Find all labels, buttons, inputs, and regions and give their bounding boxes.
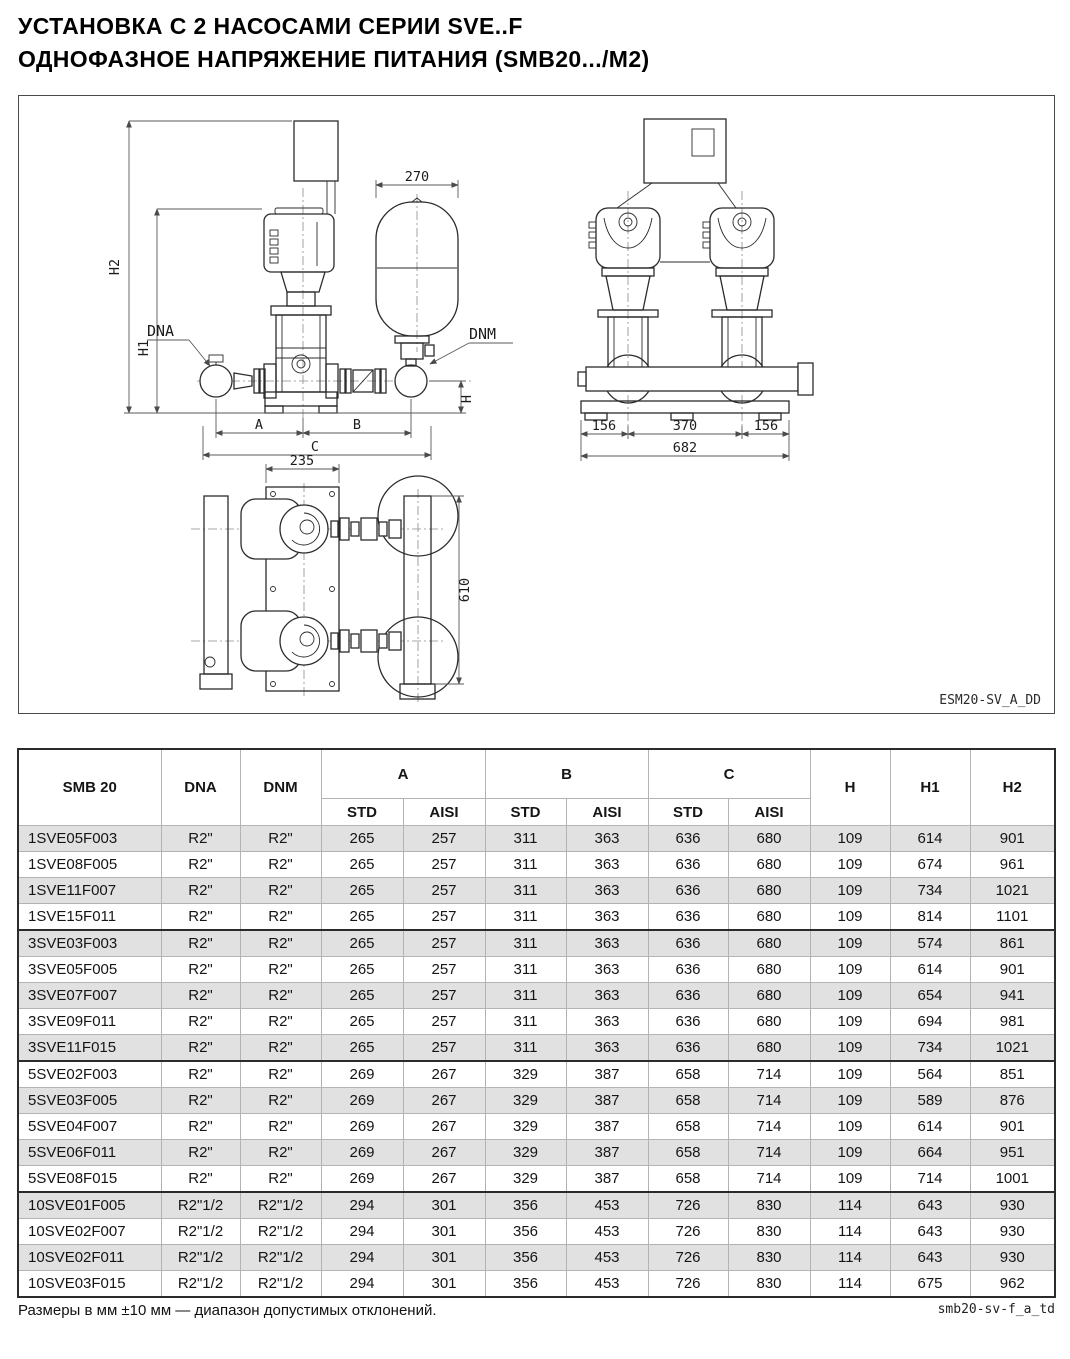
table-row: [18, 1009, 1055, 1035]
value-cell: 734: [890, 1035, 970, 1062]
value-cell: 294: [321, 1271, 403, 1298]
value-cell: R2": [161, 1140, 240, 1166]
model-cell: 5SVE08F015: [18, 1166, 161, 1193]
value-cell: 329: [485, 1061, 566, 1088]
model-cell: 1SVE05F003: [18, 826, 161, 852]
value-cell: 265: [321, 826, 403, 852]
value-cell: 114: [810, 1245, 890, 1271]
top-view: [191, 453, 473, 703]
front-view: [577, 119, 813, 461]
technical-drawing: [18, 95, 1055, 714]
value-cell: R2": [240, 1114, 321, 1140]
value-cell: 311: [485, 1035, 566, 1062]
dimensions-note: Размеры в мм ±10 мм — диапазон допустимых отклонений.: [18, 1302, 437, 1319]
value-cell: 257: [403, 983, 485, 1009]
value-cell: 636: [648, 930, 728, 957]
value-cell: 901: [970, 1114, 1055, 1140]
value-cell: 643: [890, 1245, 970, 1271]
value-cell: 356: [485, 1271, 566, 1298]
value-cell: 589: [890, 1088, 970, 1114]
value-cell: 714: [728, 1088, 810, 1114]
value-cell: 109: [810, 930, 890, 957]
value-cell: 951: [970, 1140, 1055, 1166]
value-cell: 269: [321, 1061, 403, 1088]
value-cell: 109: [810, 1166, 890, 1193]
value-cell: 1101: [970, 904, 1055, 931]
value-cell: 387: [566, 1166, 648, 1193]
value-cell: 981: [970, 1009, 1055, 1035]
model-cell: 5SVE02F003: [18, 1061, 161, 1088]
side-view: [107, 121, 513, 460]
model-cell: 1SVE15F011: [18, 904, 161, 931]
value-cell: R2": [240, 852, 321, 878]
value-cell: 257: [403, 904, 485, 931]
subcol-header-a-std: STD: [321, 799, 403, 826]
model-cell: 5SVE04F007: [18, 1114, 161, 1140]
value-cell: 363: [566, 852, 648, 878]
value-cell: 941: [970, 983, 1055, 1009]
value-cell: 658: [648, 1114, 728, 1140]
value-cell: 861: [970, 930, 1055, 957]
dim-label-a: A: [254, 417, 264, 433]
value-cell: 265: [321, 878, 403, 904]
value-cell: R2": [161, 1114, 240, 1140]
table-row: [18, 826, 1055, 852]
value-cell: 930: [970, 1219, 1055, 1245]
value-cell: R2"1/2: [240, 1219, 321, 1245]
value-cell: 329: [485, 1140, 566, 1166]
table-row: [18, 1114, 1055, 1140]
value-cell: 269: [321, 1140, 403, 1166]
value-cell: R2": [161, 1166, 240, 1193]
model-cell: 5SVE06F011: [18, 1140, 161, 1166]
subcol-header-c-std: STD: [648, 799, 728, 826]
dim-label-370: 370: [672, 418, 698, 434]
value-cell: 636: [648, 904, 728, 931]
value-cell: R2": [161, 1061, 240, 1088]
value-cell: 643: [890, 1219, 970, 1245]
value-cell: 564: [890, 1061, 970, 1088]
value-cell: 680: [728, 983, 810, 1009]
value-cell: R2"1/2: [240, 1192, 321, 1219]
value-cell: 453: [566, 1219, 648, 1245]
value-cell: 267: [403, 1061, 485, 1088]
dna-label: DNA: [147, 322, 175, 340]
value-cell: 680: [728, 904, 810, 931]
col-header-a: A: [321, 749, 485, 799]
value-cell: 257: [403, 957, 485, 983]
col-header-dnm: DNM: [240, 749, 321, 826]
value-cell: 269: [321, 1088, 403, 1114]
value-cell: 311: [485, 852, 566, 878]
value-cell: R2": [161, 983, 240, 1009]
table-row: [18, 1035, 1055, 1062]
col-header-dna: DNA: [161, 749, 240, 826]
value-cell: 830: [728, 1192, 810, 1219]
drawing-svg: [19, 96, 1054, 713]
value-cell: 267: [403, 1114, 485, 1140]
value-cell: 658: [648, 1088, 728, 1114]
subcol-header-b-aisi: AISI: [566, 799, 648, 826]
value-cell: 257: [403, 826, 485, 852]
value-cell: 311: [485, 878, 566, 904]
value-cell: 901: [970, 957, 1055, 983]
value-cell: 664: [890, 1140, 970, 1166]
value-cell: 726: [648, 1219, 728, 1245]
table-row: [18, 1271, 1055, 1298]
value-cell: 257: [403, 930, 485, 957]
value-cell: 294: [321, 1219, 403, 1245]
value-cell: 614: [890, 826, 970, 852]
value-cell: R2"1/2: [240, 1245, 321, 1271]
page-title: [18, 10, 650, 76]
value-cell: 901: [970, 826, 1055, 852]
value-cell: 714: [890, 1166, 970, 1193]
value-cell: 930: [970, 1245, 1055, 1271]
value-cell: 265: [321, 1035, 403, 1062]
value-cell: R2": [240, 904, 321, 931]
model-cell: 5SVE03F005: [18, 1088, 161, 1114]
value-cell: 109: [810, 1061, 890, 1088]
value-cell: 363: [566, 983, 648, 1009]
value-cell: 109: [810, 852, 890, 878]
model-cell: 10SVE03F015: [18, 1271, 161, 1298]
value-cell: 311: [485, 983, 566, 1009]
value-cell: 714: [728, 1166, 810, 1193]
dim-label-h: H: [459, 394, 475, 404]
value-cell: 363: [566, 1035, 648, 1062]
subcol-header-c-aisi: AISI: [728, 799, 810, 826]
table-row: [18, 957, 1055, 983]
value-cell: 356: [485, 1219, 566, 1245]
value-cell: 387: [566, 1061, 648, 1088]
value-cell: 301: [403, 1192, 485, 1219]
model-cell: 10SVE01F005: [18, 1192, 161, 1219]
value-cell: 830: [728, 1271, 810, 1298]
value-cell: 961: [970, 852, 1055, 878]
value-cell: 658: [648, 1061, 728, 1088]
table-body: [18, 826, 1055, 1298]
value-cell: 265: [321, 957, 403, 983]
value-cell: 109: [810, 1140, 890, 1166]
value-cell: 265: [321, 904, 403, 931]
table-row: [18, 1192, 1055, 1219]
value-cell: 109: [810, 1035, 890, 1062]
value-cell: 109: [810, 1114, 890, 1140]
value-cell: 680: [728, 1035, 810, 1062]
value-cell: 356: [485, 1245, 566, 1271]
dim-label-c: C: [310, 439, 320, 455]
col-header-b: B: [485, 749, 648, 799]
value-cell: 453: [566, 1192, 648, 1219]
value-cell: R2": [240, 1009, 321, 1035]
value-cell: 675: [890, 1271, 970, 1298]
value-cell: 851: [970, 1061, 1055, 1088]
dim-label-156-left: 156: [591, 418, 617, 434]
value-cell: 363: [566, 904, 648, 931]
table-row: [18, 1245, 1055, 1271]
value-cell: 265: [321, 930, 403, 957]
value-cell: R2": [240, 878, 321, 904]
value-cell: 387: [566, 1088, 648, 1114]
value-cell: 363: [566, 930, 648, 957]
value-cell: 311: [485, 930, 566, 957]
col-header-c: C: [648, 749, 810, 799]
value-cell: 311: [485, 826, 566, 852]
value-cell: R2": [161, 1088, 240, 1114]
value-cell: 114: [810, 1219, 890, 1245]
value-cell: 643: [890, 1192, 970, 1219]
value-cell: 574: [890, 930, 970, 957]
value-cell: 311: [485, 957, 566, 983]
value-cell: 714: [728, 1114, 810, 1140]
value-cell: 257: [403, 878, 485, 904]
value-cell: 301: [403, 1219, 485, 1245]
value-cell: 265: [321, 852, 403, 878]
value-cell: R2": [161, 904, 240, 931]
value-cell: 294: [321, 1192, 403, 1219]
col-header-h: H: [810, 749, 890, 826]
value-cell: 453: [566, 1271, 648, 1298]
value-cell: R2": [240, 983, 321, 1009]
value-cell: 363: [566, 878, 648, 904]
value-cell: 311: [485, 1009, 566, 1035]
value-cell: 614: [890, 1114, 970, 1140]
value-cell: 930: [970, 1192, 1055, 1219]
value-cell: 726: [648, 1192, 728, 1219]
value-cell: R2": [240, 930, 321, 957]
value-cell: 636: [648, 852, 728, 878]
value-cell: 109: [810, 826, 890, 852]
value-cell: 363: [566, 1009, 648, 1035]
table-row: [18, 878, 1055, 904]
value-cell: 267: [403, 1166, 485, 1193]
dimension-table: [17, 748, 1056, 1298]
value-cell: 363: [566, 957, 648, 983]
value-cell: 1001: [970, 1166, 1055, 1193]
dnm-label: DNM: [469, 325, 497, 343]
value-cell: R2": [161, 878, 240, 904]
drawing-code: ESM20-SV_A_DD: [939, 693, 1041, 708]
value-cell: 636: [648, 826, 728, 852]
value-cell: 636: [648, 1009, 728, 1035]
value-cell: R2": [240, 1088, 321, 1114]
value-cell: 726: [648, 1271, 728, 1298]
value-cell: 614: [890, 957, 970, 983]
model-cell: 1SVE08F005: [18, 852, 161, 878]
model-cell: 3SVE09F011: [18, 1009, 161, 1035]
value-cell: 257: [403, 1035, 485, 1062]
value-cell: 674: [890, 852, 970, 878]
table-row: [18, 1166, 1055, 1193]
table-header: [18, 749, 1055, 826]
value-cell: 294: [321, 1245, 403, 1271]
value-cell: 726: [648, 1245, 728, 1271]
value-cell: 329: [485, 1114, 566, 1140]
table-row: [18, 904, 1055, 931]
value-cell: R2": [161, 930, 240, 957]
dim-label-235: 235: [289, 453, 315, 469]
value-cell: 636: [648, 1035, 728, 1062]
model-cell: 3SVE07F007: [18, 983, 161, 1009]
value-cell: R2": [240, 1061, 321, 1088]
value-cell: 658: [648, 1140, 728, 1166]
value-cell: 636: [648, 957, 728, 983]
value-cell: 714: [728, 1140, 810, 1166]
value-cell: 387: [566, 1140, 648, 1166]
value-cell: 876: [970, 1088, 1055, 1114]
page-footer: [18, 1302, 1055, 1319]
value-cell: 109: [810, 878, 890, 904]
value-cell: 636: [648, 983, 728, 1009]
col-header-h2: H2: [970, 749, 1055, 826]
value-cell: 453: [566, 1245, 648, 1271]
value-cell: R2": [240, 1166, 321, 1193]
value-cell: 257: [403, 852, 485, 878]
model-cell: 10SVE02F007: [18, 1219, 161, 1245]
value-cell: 269: [321, 1166, 403, 1193]
value-cell: 680: [728, 852, 810, 878]
value-cell: R2": [240, 1140, 321, 1166]
value-cell: 680: [728, 826, 810, 852]
page-title-line1: УСТАНОВКА С 2 НАСОСАМИ СЕРИИ SVE..F: [18, 13, 523, 39]
value-cell: 109: [810, 1088, 890, 1114]
value-cell: R2"1/2: [161, 1245, 240, 1271]
dim-label-610: 610: [457, 577, 473, 603]
value-cell: 654: [890, 983, 970, 1009]
col-header-h1: H1: [890, 749, 970, 826]
col-header-model: SMB 20: [18, 749, 161, 826]
value-cell: 680: [728, 878, 810, 904]
value-cell: 267: [403, 1140, 485, 1166]
dim-label-682: 682: [672, 440, 698, 456]
value-cell: 714: [728, 1061, 810, 1088]
value-cell: 109: [810, 1009, 890, 1035]
value-cell: 1021: [970, 1035, 1055, 1062]
value-cell: 267: [403, 1088, 485, 1114]
value-cell: R2": [161, 852, 240, 878]
model-cell: 3SVE05F005: [18, 957, 161, 983]
value-cell: 114: [810, 1271, 890, 1298]
value-cell: R2": [161, 1035, 240, 1062]
doc-code: smb20-sv-f_a_td: [937, 1302, 1055, 1317]
value-cell: 680: [728, 957, 810, 983]
value-cell: 734: [890, 878, 970, 904]
dim-label-h1: H1: [136, 339, 152, 357]
value-cell: R2"1/2: [161, 1271, 240, 1298]
value-cell: 356: [485, 1192, 566, 1219]
value-cell: 830: [728, 1219, 810, 1245]
value-cell: 387: [566, 1114, 648, 1140]
model-cell: 10SVE02F011: [18, 1245, 161, 1271]
value-cell: 680: [728, 1009, 810, 1035]
value-cell: 311: [485, 904, 566, 931]
value-cell: 265: [321, 983, 403, 1009]
value-cell: 1021: [970, 878, 1055, 904]
value-cell: 694: [890, 1009, 970, 1035]
value-cell: 269: [321, 1114, 403, 1140]
value-cell: R2"1/2: [161, 1219, 240, 1245]
value-cell: 636: [648, 878, 728, 904]
value-cell: 114: [810, 1192, 890, 1219]
value-cell: 109: [810, 904, 890, 931]
table-row: [18, 1088, 1055, 1114]
value-cell: R2": [161, 1009, 240, 1035]
value-cell: R2": [240, 1035, 321, 1062]
value-cell: R2": [240, 826, 321, 852]
table-row: [18, 983, 1055, 1009]
subcol-header-b-std: STD: [485, 799, 566, 826]
value-cell: 658: [648, 1166, 728, 1193]
table-row: [18, 852, 1055, 878]
value-cell: 329: [485, 1166, 566, 1193]
value-cell: 962: [970, 1271, 1055, 1298]
value-cell: 680: [728, 930, 810, 957]
value-cell: R2": [240, 957, 321, 983]
value-cell: 301: [403, 1245, 485, 1271]
subcol-header-a-aisi: AISI: [403, 799, 485, 826]
dim-label-156-right: 156: [753, 418, 779, 434]
model-cell: 3SVE11F015: [18, 1035, 161, 1062]
value-cell: 109: [810, 957, 890, 983]
model-cell: 1SVE11F007: [18, 878, 161, 904]
table-row: [18, 1219, 1055, 1245]
model-cell: 3SVE03F003: [18, 930, 161, 957]
table-row: [18, 930, 1055, 957]
value-cell: 109: [810, 983, 890, 1009]
value-cell: 265: [321, 1009, 403, 1035]
page-title-line2: ОДНОФАЗНОЕ НАПРЯЖЕНИЕ ПИТАНИЯ (SMB20.../M2): [18, 46, 650, 72]
table-row: [18, 1140, 1055, 1166]
value-cell: R2": [161, 826, 240, 852]
dim-label-b: B: [352, 417, 362, 433]
value-cell: 830: [728, 1245, 810, 1271]
value-cell: 257: [403, 1009, 485, 1035]
value-cell: R2"1/2: [161, 1192, 240, 1219]
dim-label-270: 270: [404, 169, 430, 185]
value-cell: 301: [403, 1271, 485, 1298]
table-row: [18, 1061, 1055, 1088]
value-cell: 329: [485, 1088, 566, 1114]
dim-label-h2: H2: [107, 258, 123, 276]
value-cell: 814: [890, 904, 970, 931]
value-cell: 363: [566, 826, 648, 852]
value-cell: R2"1/2: [240, 1271, 321, 1298]
value-cell: R2": [161, 957, 240, 983]
